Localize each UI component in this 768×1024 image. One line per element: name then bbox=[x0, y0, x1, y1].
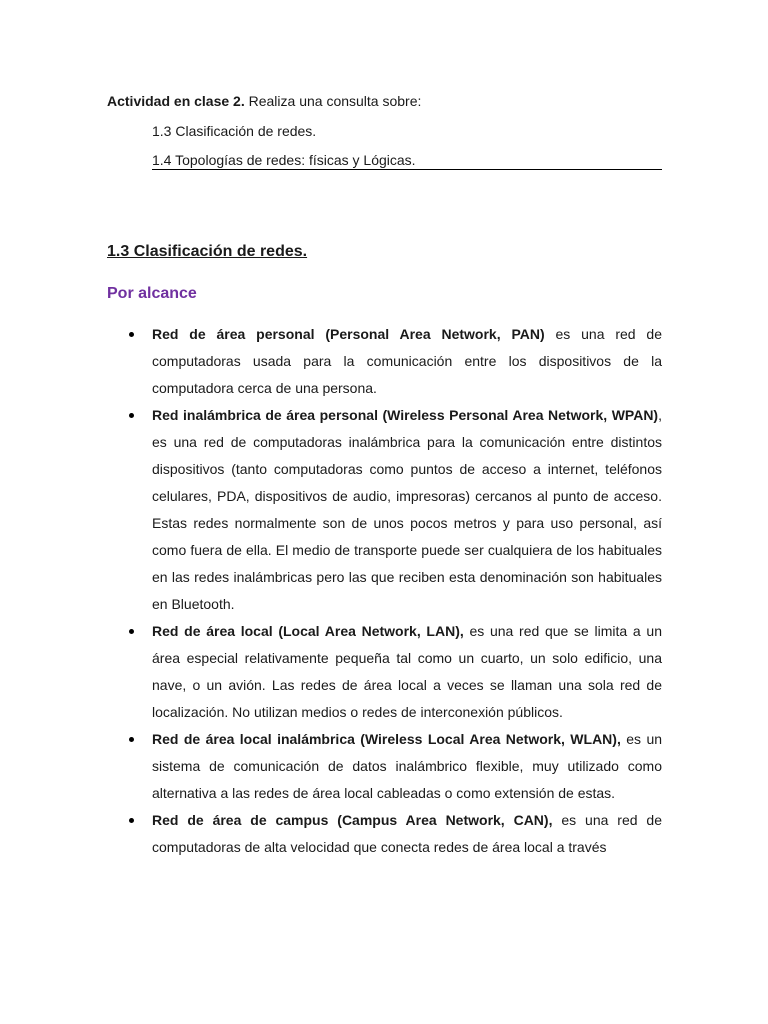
bullet-icon bbox=[129, 737, 134, 742]
item-term: Red de área local inalámbrica (Wireless Local Area Network, WLAN), bbox=[152, 731, 621, 747]
item-term: Red inalámbrica de área personal (Wireless Personal Area Network, WPAN) bbox=[152, 407, 659, 423]
activity-line bbox=[107, 91, 421, 111]
bullet-icon bbox=[129, 818, 134, 823]
list-item-wlan bbox=[107, 726, 662, 807]
item-text: es una red que se limita a un área especial relativamente pequeña tal como un cuarto, un solo edificio, una nave, o un avión. Las redes de área local a veces se llaman una sola red de localización. No utilizan medios o redes de interconexión públicos. bbox=[152, 623, 663, 720]
bullet-icon bbox=[129, 413, 134, 418]
item-term: Red de área personal (Personal Area Network, PAN) bbox=[152, 326, 545, 342]
activity-text: Realiza una consulta sobre: bbox=[244, 93, 422, 109]
list-item-can bbox=[107, 807, 662, 861]
activity-topic-1: 1.3 Clasificación de redes. bbox=[152, 123, 317, 139]
item-term: Red de área local (Local Area Network, LAN), bbox=[152, 623, 464, 639]
activity-label: Actividad en clase 2. bbox=[107, 93, 245, 109]
item-text: es una red de computadoras de alta velocidad que conecta redes de área local a través bbox=[152, 812, 662, 855]
item-text: , es una red de computadoras inalámbrica para la comunicación entre distintos dispositivos (tanto computadoras como puntos de acceso a internet, teléfonos celulares, PDA, dispositivos de audio, impresoras) cercanos al punto de acceso. Estas redes normalmente son de unos pocos metros y para uso personal, así como fuera de ella. El medio de transporte puede ser cualquiera de los habituales en las redes inalámbricas pero las que reciben esta denominación son habituales en Bluetooth. bbox=[152, 407, 662, 612]
section-heading: 1.3 Clasificación de redes. bbox=[107, 243, 308, 260]
item-text: es un sistema de comunicación de datos inalámbrico flexible, muy utilizado como alternativa a las redes de área local cableadas o como extensión de estas. bbox=[152, 731, 663, 801]
bullet-icon bbox=[129, 332, 134, 337]
activity-topic-2: 1.4 Topologías de redes: físicas y Lógicas. bbox=[152, 152, 416, 168]
list-item-pan bbox=[107, 321, 662, 402]
list-item-lan bbox=[107, 618, 662, 726]
bullet-icon bbox=[129, 629, 134, 634]
network-types-list bbox=[107, 321, 662, 861]
horizontal-rule bbox=[152, 169, 662, 170]
item-text: es una red de computadoras usada para la comunicación entre los dispositivos de la computadora cerca de una persona. bbox=[152, 326, 663, 396]
subsection-heading: Por alcance bbox=[107, 285, 197, 302]
item-term: Red de área de campus (Campus Area Network, CAN), bbox=[152, 812, 553, 828]
list-item-wpan bbox=[107, 402, 662, 618]
